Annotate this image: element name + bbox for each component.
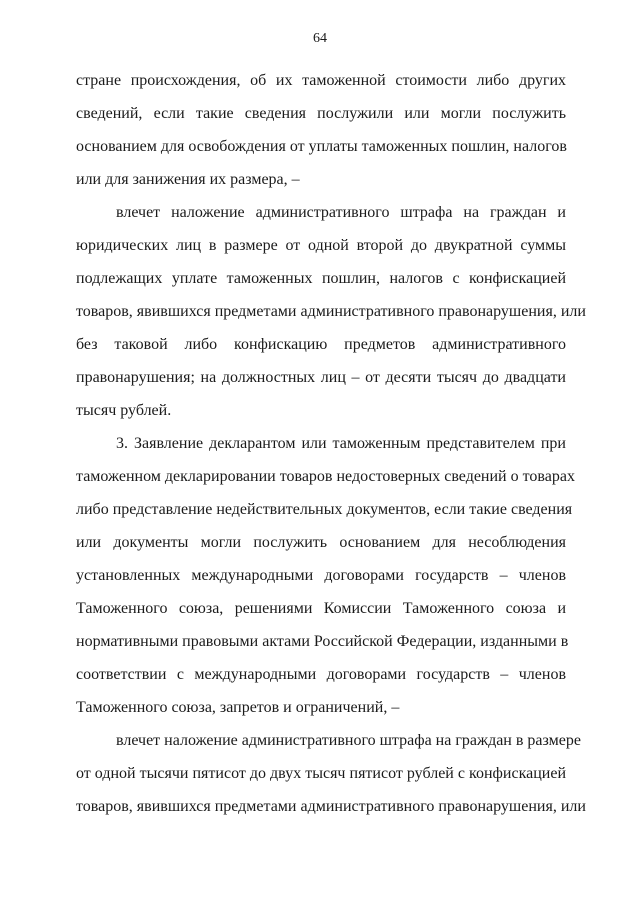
paragraph (76, 64, 566, 196)
text-line: без таковой либо конфискацию предметов административного (76, 336, 566, 353)
text-line: тысяч рублей. (76, 402, 172, 419)
text-line: от одной тысячи пятисот до двух тысяч пятисот рублей с конфискацией (76, 765, 566, 782)
paragraph (76, 196, 586, 427)
text-line: правонарушения; на должностных лиц – от десяти тысяч до двадцати (76, 369, 566, 386)
paragraph (76, 427, 575, 724)
text-line: или документы могли послужить основанием для несоблюдения (76, 534, 566, 551)
text-line: влечет наложение административного штрафа на граждан и (116, 204, 566, 221)
text-line: юридических лиц в размере от одной второй до двукратной суммы (76, 237, 566, 254)
page-number: 64 (313, 31, 327, 46)
text-line: товаров, явившихся предметами административного правонарушения, или (76, 798, 586, 815)
text-line: 3. Заявление декларантом или таможенным представителем при (116, 435, 566, 452)
text-line: влечет наложение административного штрафа на граждан в размере (116, 732, 581, 749)
text-line: Таможенного союза, запретов и ограничений, – (76, 699, 400, 716)
text-line: подлежащих уплате таможенных пошлин, налогов с конфискацией (76, 270, 566, 287)
document-body (76, 64, 586, 823)
text-line: или для занижения их размера, – (76, 171, 300, 188)
text-line: Таможенного союза, решениями Комиссии Таможенного союза и (76, 600, 566, 617)
text-line: либо представление недействительных документов, если такие сведения (76, 501, 573, 518)
text-line: таможенном декларировании товаров недостоверных сведений о товарах (76, 468, 575, 485)
text-line: нормативными правовыми актами Российской Федерации, изданными в (76, 633, 569, 650)
text-line: стране происхождения, об их таможенной стоимости либо других (76, 72, 566, 89)
paragraph (76, 724, 586, 823)
text-line: соответствии с международными договорами государств – членов (76, 666, 566, 683)
text-line: сведений, если такие сведения послужили или могли послужить (76, 105, 566, 122)
text-line: установленных международными договорами государств – членов (76, 567, 566, 584)
text-line: товаров, явившихся предметами административного правонарушения, или (76, 303, 586, 320)
text-line: основанием для освобождения от уплаты таможенных пошлин, налогов (76, 138, 567, 155)
